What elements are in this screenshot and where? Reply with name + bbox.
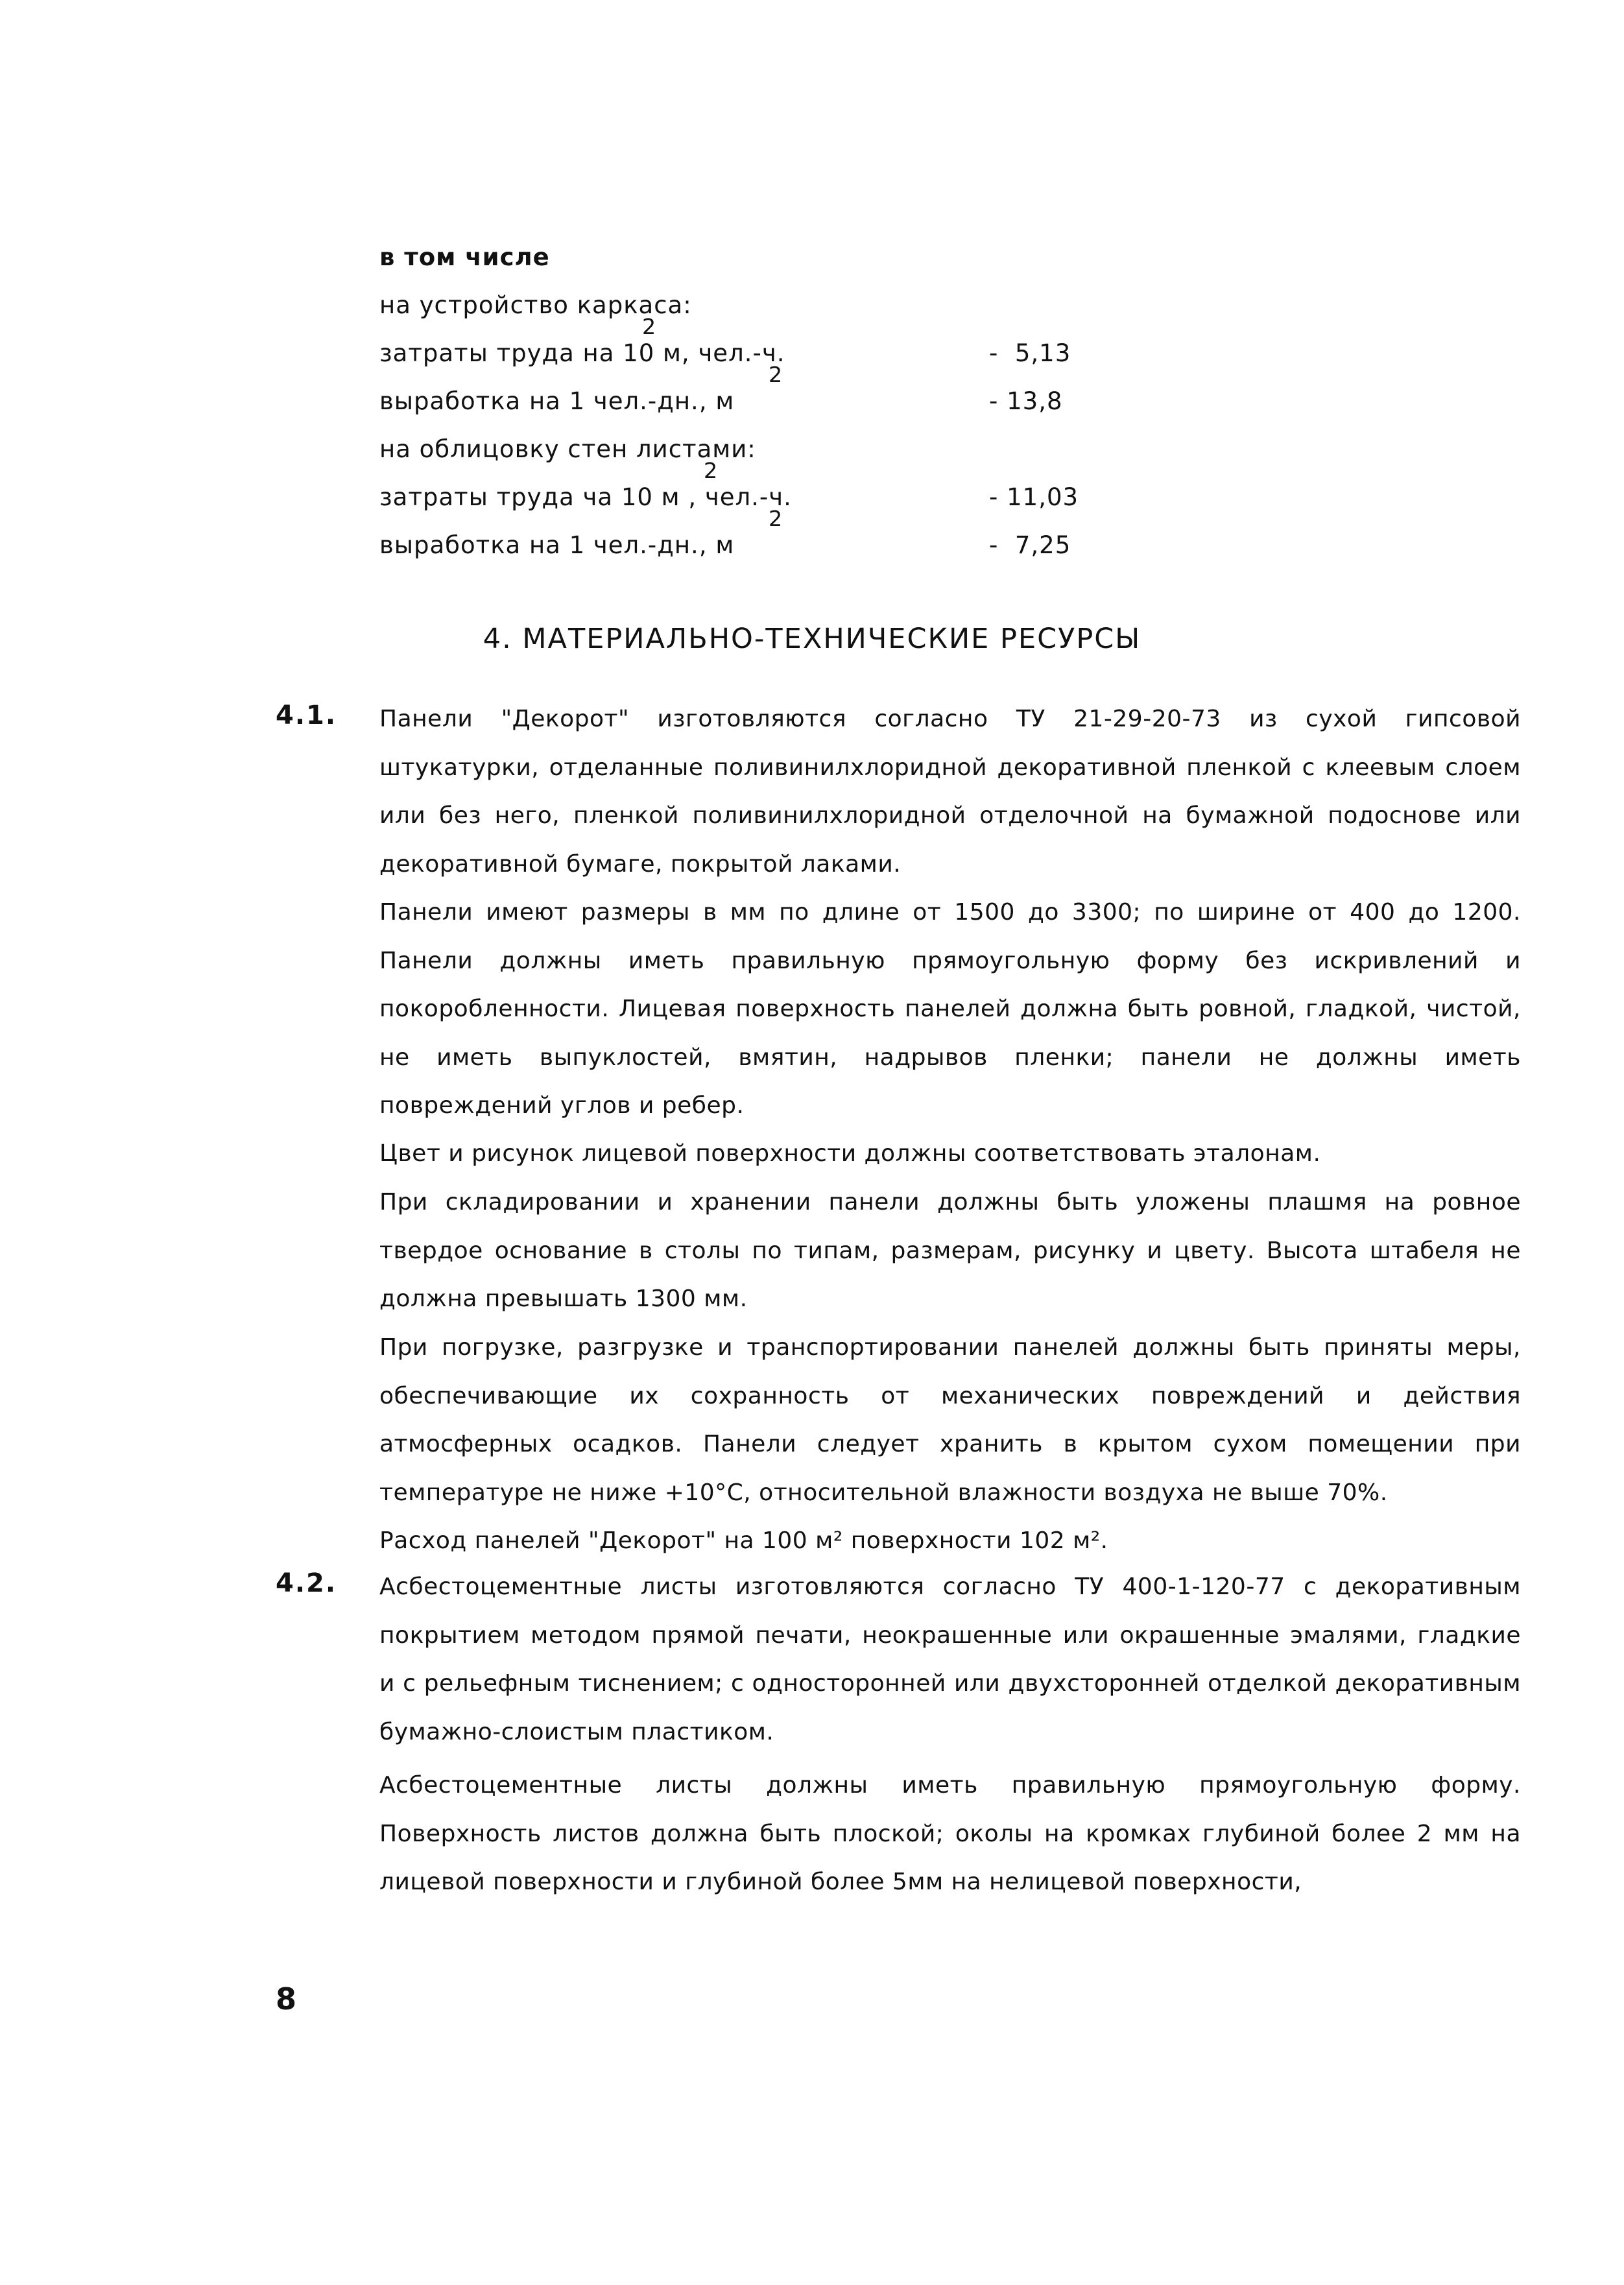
item-4-1-paragraph-6: Расход панелей "Декорот" на 100 м² поверхности 102 м². — [379, 1527, 1108, 1554]
item-4-1-paragraph-5: При погрузке, разгрузке и транспортировании панелей должны быть приняты меры, обеспечивающие их сохранность от механических повреждений и действия атмосферных осадков. Панели следует хранить в крытом сухом помещении при температуре не ниже +10°С, относительной влажности воздуха не выше 70%. — [379, 1334, 1521, 1506]
cladding-output-value: - 7,25 — [989, 531, 1071, 559]
item-4-1-paragraph-1: Панели "Декорот" изготовляются согласно ТУ 21-29-20-73 из сухой гипсовой штукатурки, отделанные поливинилхлоридной декоративной пленкой с клеевым слоем или без него, пленкой поливинилхлоридной отделочной на бумажной подоснове или декоративной бумаге, покрытой лаками. — [379, 706, 1521, 878]
frame-output-label: выработка на 1 чел.-дн., м — [379, 387, 735, 415]
cladding-labour-row: затраты труда ча 10 м , чел.-ч. 2 - 11,03 — [379, 473, 1112, 521]
frame-caption: на устройство каркаса: — [379, 291, 692, 319]
frame-labour-label: затраты труда на 10 м, чел.-ч. — [379, 339, 785, 367]
page-number: 8 — [276, 1981, 297, 2016]
item-4-1-paragraph-3: Цвет и рисунок лицевой поверхности должны соответствовать эталонам. — [379, 1140, 1321, 1167]
item-4-1-paragraph-4: При складировании и хранении панели должны быть уложены плашмя на ровное твердое основание в столы по типам, размерам, рисунку и цвету. Высота штабеля не должна превышать 1300 мм. — [379, 1189, 1521, 1312]
frame-labour-row: затраты труда на 10 м, чел.-ч. 2 - 5,13 — [379, 329, 1112, 377]
frame-labour-value: - 5,13 — [989, 339, 1071, 367]
frame-output-row: выработка на 1 чел.-дн., м 2 - 13,8 — [379, 377, 1112, 425]
item-number: 4.1. — [276, 700, 337, 730]
frame-output-value: - 13,8 — [989, 387, 1063, 415]
cladding-output-row: выработка на 1 чел.-дн., м 2 - 7,25 — [379, 521, 1112, 569]
section-title: 4. МАТЕРИАЛЬНО-ТЕХНИЧЕСКИЕ РЕСУРСЫ — [483, 623, 1141, 655]
item-4-2-paragraph-2: Асбестоцементные листы должны иметь правильную прямоугольную форму. Поверхность листов должна быть плоской; околы на кромках глубиной более 2 мм на лицевой поверхности и глубиной более 5мм на нелицевой поверхности, — [379, 1772, 1521, 1895]
cladding-labour-label: затраты труда ча 10 м , чел.-ч. — [379, 483, 792, 511]
cladding-caption: на облицовку стен листами: — [379, 435, 756, 463]
cladding-output-label: выработка на 1 чел.-дн., м — [379, 531, 735, 559]
item-number: 4.2. — [276, 1568, 337, 1598]
labour-block — [379, 233, 1112, 569]
cladding-labour-value: - 11,03 — [989, 483, 1079, 511]
labour-intro: в том числе — [379, 243, 550, 271]
item-4-2-paragraph-1: Асбестоцементные листы изготовляются согласно ТУ 400-1-120-77 с декоративным покрытием методом прямой печати, неокрашенные или окрашенные эмалями, гладкие и с рельефным тиснением; с односторонней или двухсторонней отделкой декоративным бумажно-слоистым пластиком. — [379, 1573, 1521, 1745]
item-4-1-paragraph-2: Панели имеют размеры в мм по длине от 1500 до 3300; по ширине от 400 до 1200. Панели должны иметь правильную прямоугольную форму без искривлений и покоробленности. Лицевая поверхность панелей должна быть ровной, гладкой, чистой, не иметь выпуклостей, вмятин, надрывов пленки; панели не должны иметь повреждений углов и ребер. — [379, 899, 1521, 1119]
